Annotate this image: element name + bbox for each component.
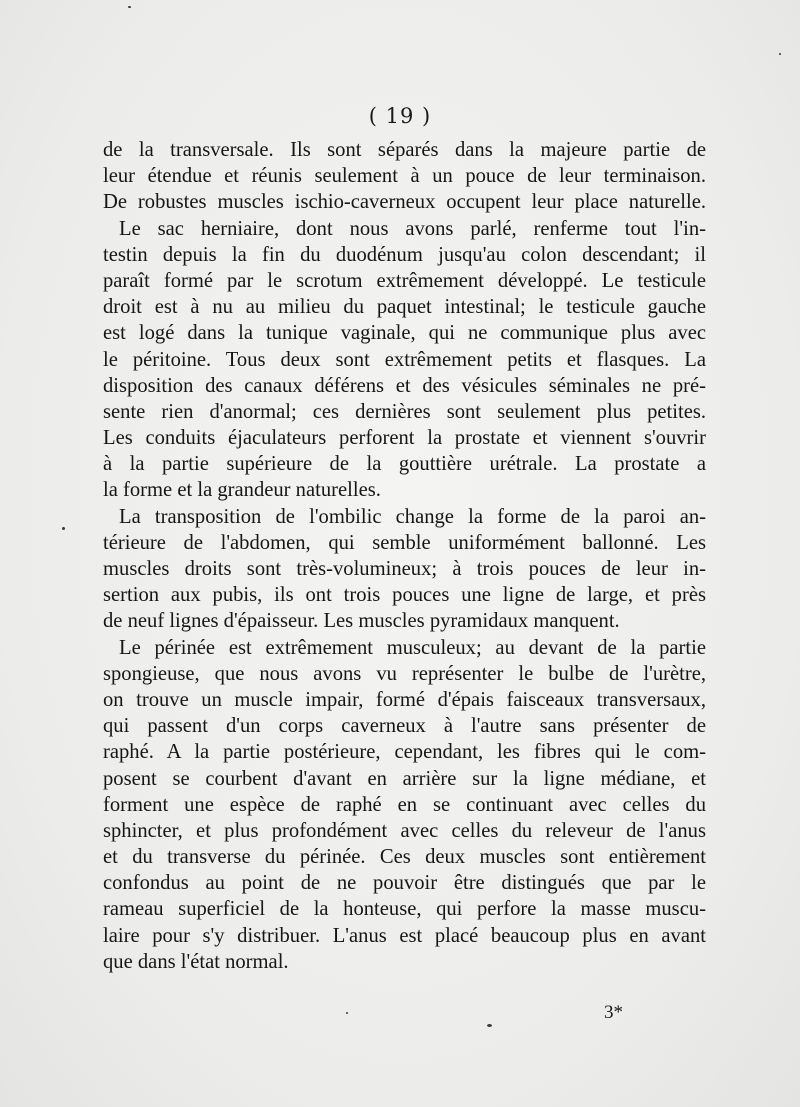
body-text: [103, 137, 706, 975]
text-line: testin depuis la fin du duodénum jusqu'au colon descendant; il: [103, 243, 706, 266]
text-line: laire pour s'y distribuer. L'anus est placé beaucoup plus en avant: [103, 924, 706, 947]
text-line: de neuf lignes d'épaisseur. Les muscles pyramidaux manquent.: [103, 610, 620, 633]
text-line: droit est à nu au milieu du paquet intestinal; le testicule gauche: [103, 296, 706, 319]
text-line: qui passent d'un corps caverneux à l'autre sans présenter de: [103, 715, 706, 738]
text-line: De robustes muscles ischio-caverneux occupent leur place naturelle.: [103, 191, 706, 214]
paper-speck: [62, 527, 65, 530]
text-line: et du transverse du périnée. Ces deux muscles sont entièrement: [103, 846, 706, 869]
text-line: Les conduits éjaculateurs perforent la prostate et viennent s'ouvrir: [103, 427, 706, 450]
text-line: est logé dans la tunique vaginale, qui ne communique plus avec: [103, 322, 706, 345]
text-line: disposition des canaux déférens et des vésicules séminales ne pré-: [103, 374, 706, 397]
text-line: muscles droits sont très-volumineux; à trois pouces de leur in-: [103, 558, 706, 580]
paper-speck: [346, 1012, 348, 1014]
text-line: de la transversale. Ils sont séparés dans la majeure partie de: [103, 139, 706, 161]
paper-speck: [487, 1024, 492, 1027]
paragraph-1: [103, 137, 706, 216]
paper-speck: [128, 6, 131, 8]
text-line: sphincter, et plus profondément avec celles du releveur de l'anus: [103, 819, 706, 842]
text-line: raphé. A la partie postérieure, cependant, les fibres qui le com-: [103, 741, 706, 764]
paper-speck: [779, 53, 781, 55]
text-line: sertion aux pubis, ils ont trois pouces une ligne de large, et près: [103, 584, 706, 607]
text-line: La transposition de l'ombilic change la forme de la paroi an-: [119, 505, 706, 528]
text-line: sente rien d'anormal; ces dernières sont seulement plus petites.: [103, 400, 706, 423]
paragraph-2: [103, 216, 706, 504]
text-line: spongieuse, que nous avons vu représenter le bulbe de l'urètre,: [103, 662, 706, 685]
text-line: que dans l'état normal.: [103, 950, 289, 973]
text-line: paraît formé par le scrotum extrêmement développé. Le testicule: [103, 269, 706, 292]
text-line: Le périnée est extrêmement musculeux; au devant de la partie: [119, 636, 706, 659]
text-line: confondus au point de ne pouvoir être distingués que par le: [103, 872, 706, 895]
signature-mark: 3*: [604, 1002, 623, 1023]
text-line: Le sac herniaire, dont nous avons parlé, renferme tout l'in-: [119, 217, 706, 240]
text-line: posent se courbent d'avant en arrière sur la ligne médiane, et: [103, 767, 706, 790]
text-line: forment une espèce de raphé en se continuant avec celles du: [103, 793, 706, 816]
text-line: leur étendue et réunis seulement à un pouce de leur terminaison.: [103, 165, 706, 188]
text-line: térieure de l'abdomen, qui semble uniformément ballonné. Les: [103, 531, 706, 554]
text-line: la forme et la grandeur naturelles.: [103, 479, 381, 502]
paragraph-4: [103, 635, 706, 975]
text-line: le péritoine. Tous deux sont extrêmement petits et flasques. La: [103, 348, 706, 371]
paragraph-3: [103, 504, 706, 635]
text-line: à la partie supérieure de la gouttière urétrale. La prostate a: [103, 453, 706, 476]
text-line: on trouve un muscle impair, formé d'épais faisceaux transversaux,: [103, 688, 706, 711]
page-number: ( 19 ): [368, 104, 432, 128]
text-line: rameau superficiel de la honteuse, qui perfore la masse muscu-: [103, 898, 706, 921]
